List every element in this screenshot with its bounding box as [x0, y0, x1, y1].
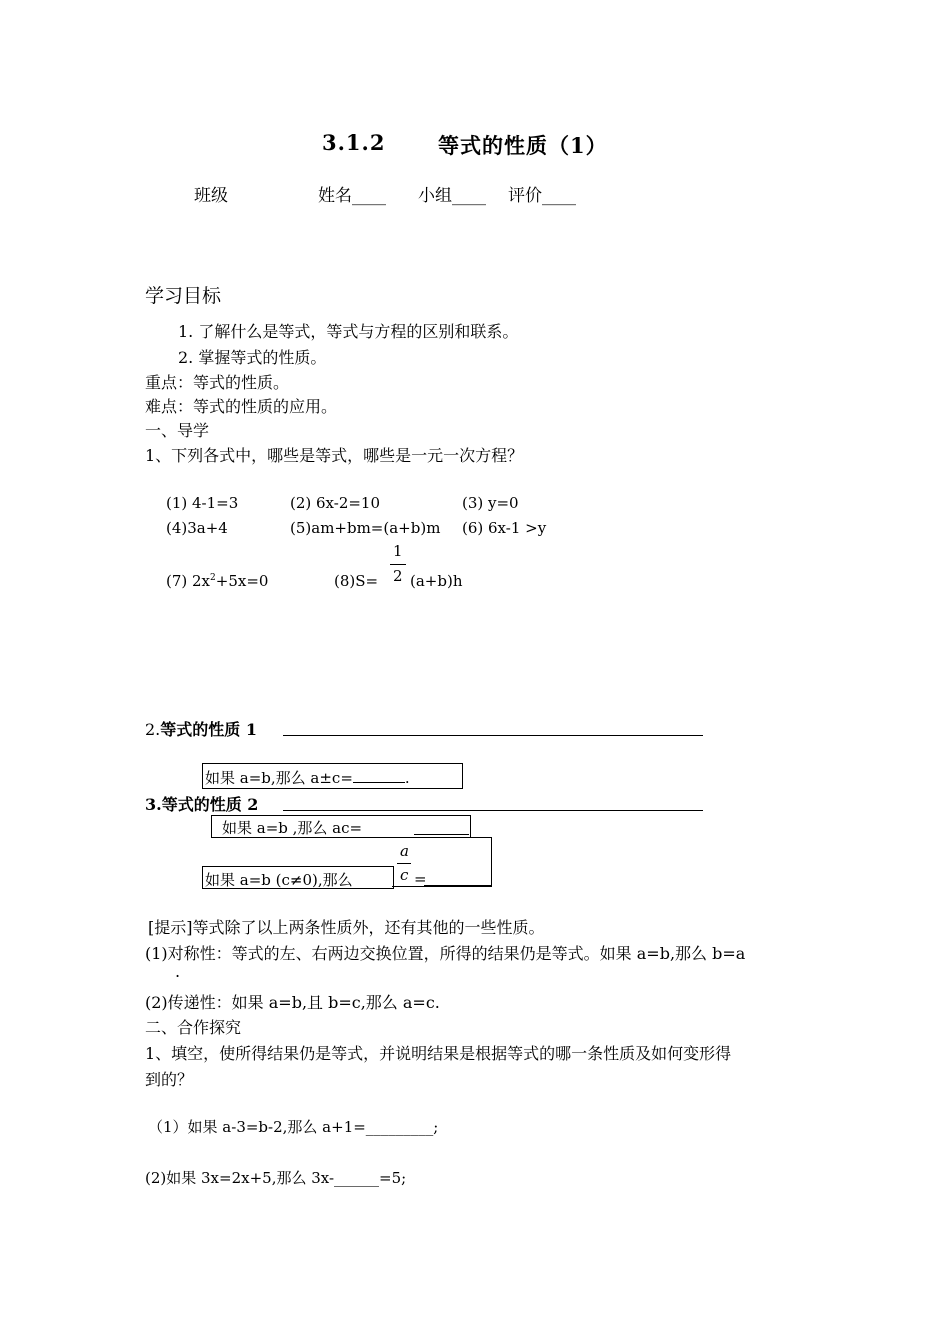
property-2-statement-2: 如果 a=b (c≠0),那么: [205, 871, 353, 889]
property-2-blank-2[interactable]: [424, 885, 491, 886]
fraction-denominator-c: c: [400, 866, 409, 884]
evaluation-label: 评价____: [508, 186, 576, 206]
transitive-property: (2)传递性：如果 a=b,且 b=c,那么 a=c.: [145, 993, 440, 1012]
fill-item-2[interactable]: (2)如果 3x=2x+5,那么 3x-______=5;: [145, 1169, 407, 1187]
fraction-denominator: 2: [393, 567, 403, 585]
question-1: 1、下列各式中，哪些是等式，哪些是一元一次方程？: [145, 446, 524, 465]
expression-6: (6) 6x-1 >y: [462, 519, 547, 537]
property-2-statement-1: 如果 a=b ,那么 ac=: [222, 819, 363, 837]
section-heading-cooperative-inquiry: 二、合作探究: [145, 1018, 242, 1037]
expression-8-suffix: (a+b)h: [410, 572, 463, 590]
expression-4: (4)3a+4: [166, 519, 228, 537]
property-1-answer-line[interactable]: [283, 735, 703, 736]
fraction-numerator-a: a: [400, 842, 409, 860]
class-label: 班级: [194, 186, 228, 206]
section-heading-guided-learning: 一、导学: [145, 421, 210, 440]
expression-1: (1) 4-1=3: [166, 494, 239, 512]
group-label: 小组____: [418, 186, 486, 206]
page-title-number: 3.1.2: [322, 130, 386, 155]
expression-2: (2) 6x-2=10: [290, 494, 381, 512]
objective-item: 1. 了解什么是等式，等式与方程的区别和联系。: [178, 322, 519, 341]
symmetric-property-end: .: [175, 962, 181, 981]
symmetric-property: (1)对称性：等式的左、右两边交换位置，所得的结果仍是等式。如果 a=b,那么 b=a: [145, 944, 746, 963]
expression-3: (3) y=0: [462, 494, 519, 512]
property-1-label: 2.等式的性质 1: [145, 720, 257, 739]
fraction-bar: [390, 564, 406, 565]
objectives-heading: 学习目标: [145, 285, 222, 307]
expression-8-prefix: (8)S=: [334, 572, 379, 590]
question-2-line-2: 到的？: [145, 1070, 194, 1089]
key-point: 重点：等式的性质。: [145, 373, 290, 392]
question-2-line-1: 1、填空，使所得结果仍是等式，并说明结果是根据等式的哪一条性质及如何变形得: [145, 1044, 732, 1063]
expression-5: (5)am+bm=(a+b)m: [290, 519, 441, 537]
property-1-statement: 如果 a=b,那么 a±c= .: [205, 769, 410, 787]
property-2-label: 3.等式的性质 2: [145, 795, 259, 814]
fraction-numerator: 1: [393, 542, 403, 560]
property-2-blank-1[interactable]: [414, 834, 469, 835]
property-2-answer-line[interactable]: [283, 810, 703, 811]
page-title: 等式的性质（1）: [438, 133, 608, 158]
name-label: 姓名____: [318, 186, 386, 206]
fraction-bar-ac: [397, 863, 411, 864]
property-2-equals: =: [414, 870, 427, 888]
hint-text: [提示]等式除了以上两条性质外，还有其他的一些性质。: [148, 918, 545, 937]
difficulty-point: 难点：等式的性质的应用。: [145, 397, 338, 416]
property-1-blank[interactable]: [353, 767, 405, 783]
objective-item: 2. 掌握等式的性质。: [178, 348, 327, 367]
fill-item-1[interactable]: （1）如果 a-3=b-2,那么 a+1=_________;: [148, 1118, 439, 1136]
expression-7: (7) $2x^2+5x=0$: [166, 572, 269, 590]
